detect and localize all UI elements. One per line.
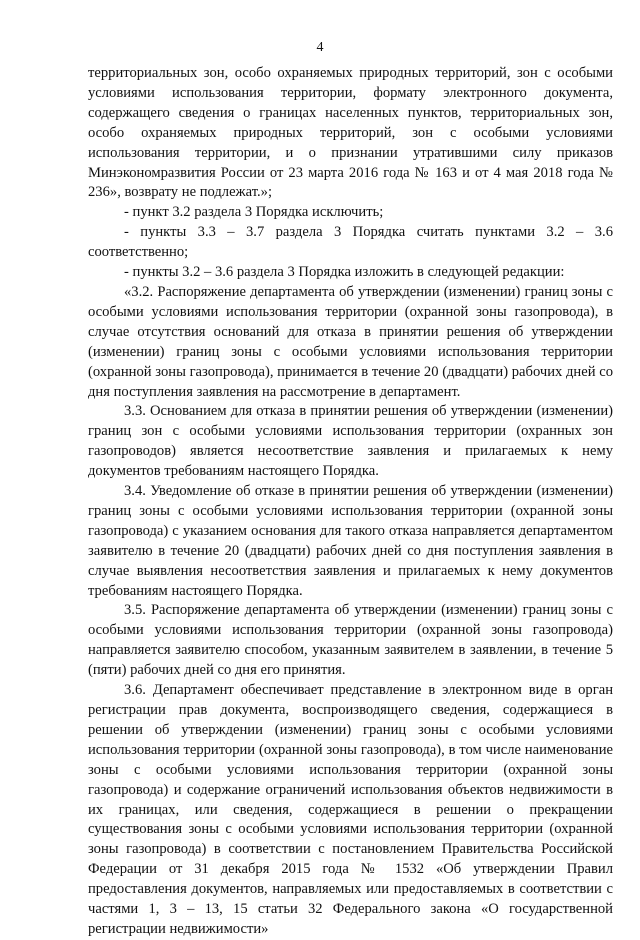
paragraph-3-6: 3.6. Департамент обеспечивает представление в электронном виде в орган регистрации прав документа, воспроизводящего сведения, содержащиеся в решении об утверждении (изменении) границ зоны с особыми условиями использования территории (охранной зоны газопровода), в том числе наименование зоны с особыми условиями использования территории (охранной зоны газопровода) и содержание ограничений использования объектов недвижимости в их границах, или сведения, содержащиеся в решении о прекращении существования зоны с особыми условиями использования территории (охранной зоны газопровода) в соответствии с постановлением Правительства Российской Федерации от 31 декабря 2015 года № 1532 «Об утверждении Правил предоставления документов, направляемых или предоставляемых в соответствии с частями 1, 3 – 13, 15 статьи 32 Федерального закона «О государственной регистрации недвижимости» bbox=[88, 682, 613, 937]
page-number: 4 bbox=[316, 40, 324, 55]
paragraph-new-edition: - пункты 3.2 – 3.6 раздела 3 Порядка изложить в следующей редакции: bbox=[124, 264, 565, 281]
paragraph-3-2: «3.2. Распоряжение департамента об утверждении (изменении) границ зоны с особыми условиями использования территории (охранной зоны газопровода), в случае отсутствия оснований для отказа в принятии решения об утверждении (изменении) границ зоны с особыми условиями использования территории (охранной зоны газопровода), принимается в течение 20 (двадцати) рабочих дней со дня поступления заявления на рассмотрение в департамент. bbox=[88, 283, 613, 400]
paragraph-exclude-3-2: - пункт 3.2 раздела 3 Порядка исключить; bbox=[124, 204, 384, 221]
paragraph-renumber: - пункты 3.3 – 3.7 раздела 3 Порядка считать пунктами 3.2 – 3.6 соответственно; bbox=[88, 224, 613, 261]
paragraph-3-3: 3.3. Основанием для отказа в принятии решения об утверждении (изменении) границ зон с особыми условиями использования территории (охранных зон газопроводов) является несоответствие заявления и прилагаемых к нему документов требованиям настоящего Порядка. bbox=[88, 403, 613, 480]
paragraph-3-4: 3.4. Уведомление об отказе в принятии решения об утверждении (изменении) границ зоны с особыми условиями использования территории (охранной зоны газопровода) с указанием основания для такого отказа направляется департаментом заявителю в течение 20 (двадцати) рабочих дней со дня поступления заявления в случае выявления несоответствия заявления и прилагаемых к нему документов требованиям настоящего Порядка. bbox=[88, 483, 613, 599]
paragraph-3-5: 3.5. Распоряжение департамента об утверждении (изменении) границ зоны с особыми условиями использования территории (охранной зоны газопровода) направляется заявителю способом, указанным заявителем в заявлении, в течение 5 (пяти) рабочих дней со дня его принятия. bbox=[88, 602, 613, 679]
paragraph-continuation: территориальных зон, особо охраняемых природных территорий, зон с особыми условиями использования территории, формату электронного документа, содержащего сведения о границах населенных пунктов, территориальных зон, особо охраняемых природных территорий, зон с особыми условиями использования территории, и о признании утратившими силу приказов Минэкономразвития России от 23 марта 2016 года № 163 и от 4 мая 2018 года № 236», возврату не подлежат.»; bbox=[88, 65, 613, 201]
document-body bbox=[88, 64, 613, 940]
